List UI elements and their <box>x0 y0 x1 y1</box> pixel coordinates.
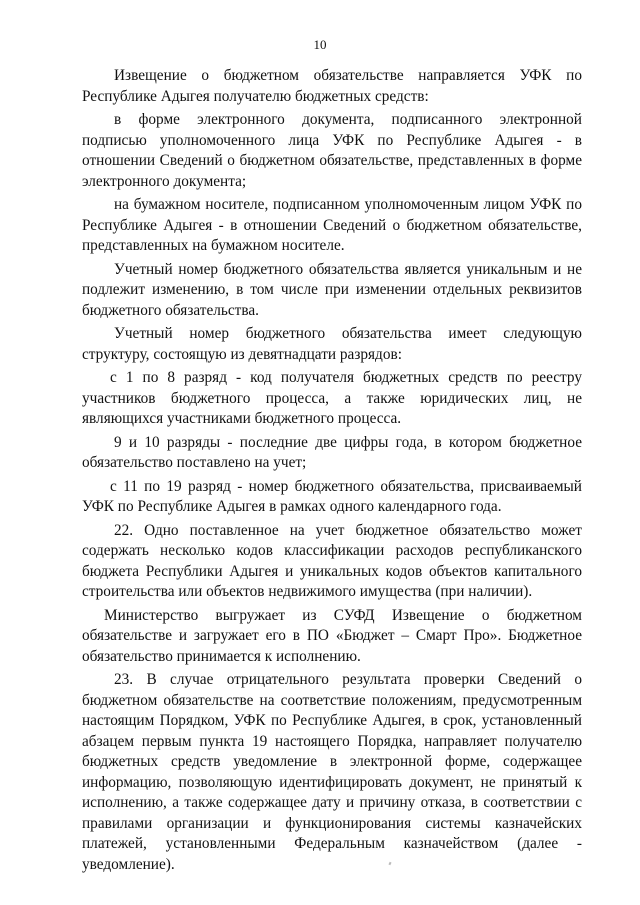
paragraph-digits-1-8: с 1 по 8 разряд - код получателя бюджетных средств по реестру участников бюджетного процесса, а также юридических лиц, не являющихся участниками бюджетного процесса. <box>82 369 582 427</box>
paragraph-digits-9-10: 9 и 10 разряды - последние две цифры года, в котором бюджетное обязательство поставлено на учет; <box>82 433 582 471</box>
paragraph-paper-form: на бумажном носителе, подписанном уполномоченным лицом УФК по Республике Адыгея - в отношении Сведений о бюджетном обязательстве, представленных на бумажном носителе. <box>82 196 582 254</box>
paragraph-account-number-structure: Учетный номер бюджетного обязательства имеет следующую структуру, состоящую из девятнадцати разрядов: <box>82 325 582 363</box>
paragraph-item-22: 22. Одно поставленное на учет бюджетное обязательство может содержать несколько кодов классификации расходов республиканского бюджета Республики Адыгея и уникальных кодов объектов капитального строительства или объектов недвижимого имущества (при наличии). <box>82 521 582 600</box>
paragraph-digits-11-19: с 11 по 19 разряд - номер бюджетного обязательства, присваиваемый УФК по Республике Адыгея в рамках одного календарного года. <box>82 477 582 515</box>
paragraph-item-23: 23. В случае отрицательного результата проверки Сведений о бюджетном обязательстве на соответствие положениям, предусмотренным настоящим Порядком, УФК по Республике Адыгея, в срок, установленный абзацем первым пункта 19 настоящего Порядка, направляет получателю бюджетных средств уведомление в электронной форме, содержащее информацию, позволяющую идентифицировать документ, не принятый к исполнению, а также содержащее дату и причину отказа, в соответствии с правилами организации и функционирования системы казначейских платежей, установленными Федеральным казначейством (далее - уведомление). <box>82 671 582 873</box>
paragraph-notice-sent: Извещение о бюджетном обязательстве направляется УФК по Республике Адыгея получателю бюджетных средств: <box>82 67 582 105</box>
paragraph-electronic-form: в форме электронного документа, подписанного электронной подписью уполномоченного лица УФК по Республике Адыгея - в отношении Сведений о бюджетном обязательстве, представленных в форме электронного документа; <box>82 111 582 190</box>
paragraph-ministry-export: Министерство выгружает из СУФД Извещение о бюджетном обязательстве и загружает его в ПО «Бюджет – Смарт Про». Бюджетное обязательство принимается к исполнению. <box>82 606 582 665</box>
page-number: 10 <box>313 37 327 52</box>
document-body <box>82 66 582 878</box>
paragraph-account-number-unique: Учетный номер бюджетного обязательства является уникальным и не подлежит изменению, в том числе при изменении отдельных реквизитов бюджетного обязательства. <box>82 260 582 319</box>
